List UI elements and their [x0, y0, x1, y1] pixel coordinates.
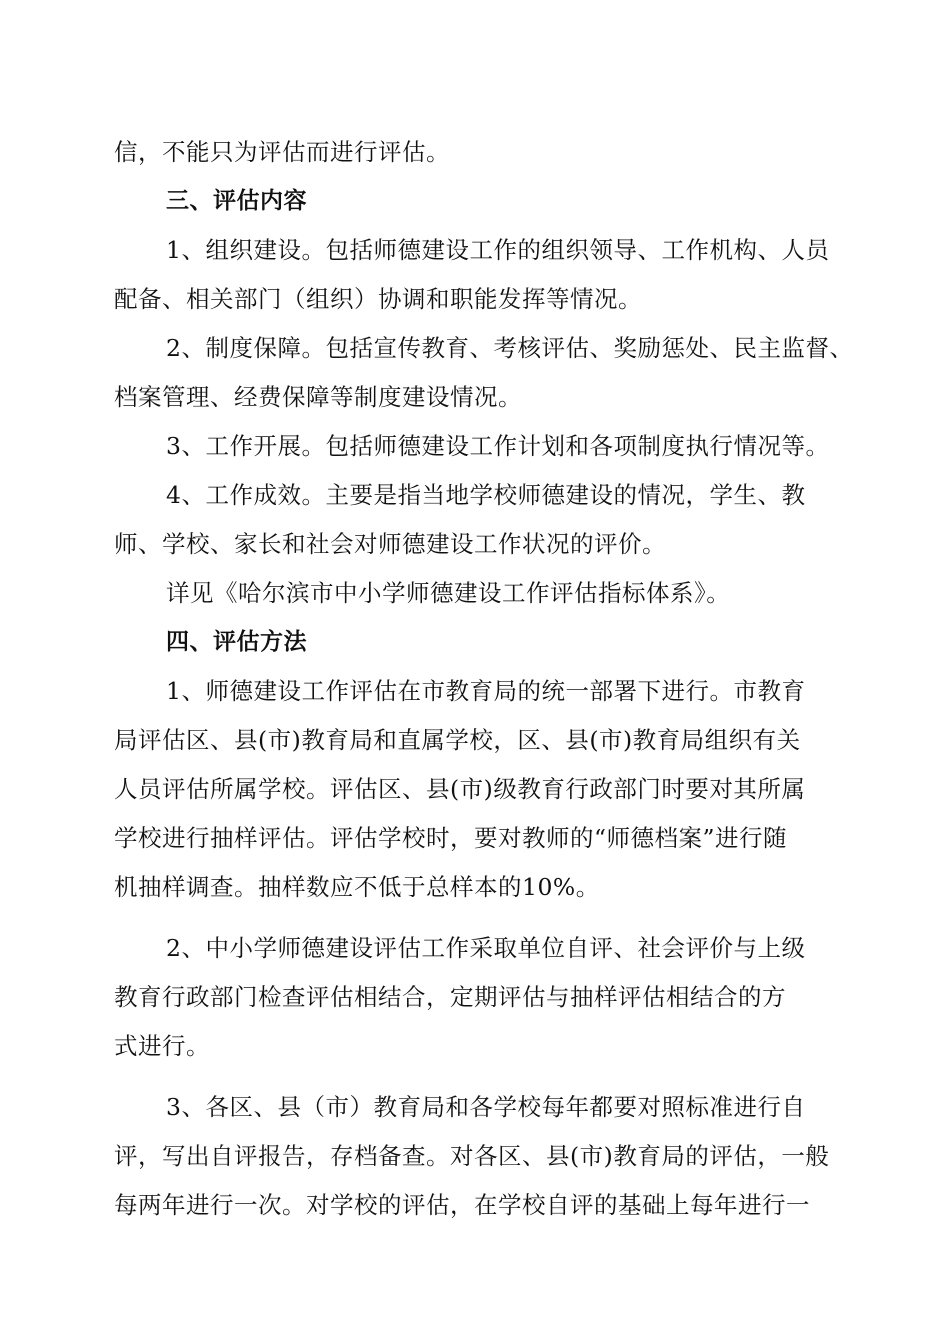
paragraph-line: 人员评估所属学校。评估区、县(市)级教育行政部门时要对其所属	[114, 775, 806, 803]
paragraph-line: 信，不能只为评估而进行评估。	[114, 138, 450, 166]
paragraph-line: 1、组织建设。包括师德建设工作的组织领导、工作机构、人员	[166, 236, 830, 264]
section-heading-evaluation-content: 三、评估内容	[166, 188, 307, 214]
paragraph-line: 3、各区、县（市）教育局和各学校每年都要对照标准进行自	[166, 1093, 806, 1121]
document-body	[114, 128, 854, 1230]
paragraph-line: 4、工作成效。主要是指当地学校师德建设的情况，学生、教	[166, 481, 806, 509]
paragraph-spacer	[114, 1071, 838, 1083]
paragraph-line: 局评估区、县(市)教育局和直属学校，区、县(市)教育局组织有关	[114, 726, 801, 754]
paragraph-line: 详见《哈尔滨市中小学师德建设工作评估指标体系》。	[166, 579, 731, 607]
paragraph-line: 2、中小学师德建设评估工作采取单位自评、社会评价与上级	[166, 934, 806, 962]
paragraph-line: 式进行。	[114, 1032, 210, 1060]
paragraph-line: 教育行政部门检查评估相结合，定期评估与抽样评估相结合的方	[114, 983, 786, 1011]
paragraph-spacer	[114, 912, 838, 924]
paragraph-line: 档案管理、经费保障等制度建设情况。	[114, 383, 522, 411]
paragraph-line: 每两年进行一次。对学校的评估，在学校自评的基础上每年进行一	[114, 1191, 810, 1219]
paragraph-line: 机抽样调查。抽样数应不低于总样本的10%。	[114, 873, 600, 901]
paragraph-line: 2、制度保障。包括宣传教育、考核评估、奖励惩处、民主监督、	[166, 334, 854, 362]
paragraph-line: 学校进行抽样评估。评估学校时，要对教师的“师德档案”进行随	[114, 824, 788, 852]
paragraph-line: 配备、相关部门（组织）协调和职能发挥等情况。	[114, 285, 642, 313]
paragraph-line: 3、工作开展。包括师德建设工作计划和各项制度执行情况等。	[166, 432, 830, 460]
paragraph-line: 评，写出自评报告，存档备查。对各区、县(市)教育局的评估，一般	[114, 1142, 830, 1170]
paragraph-line: 师、学校、家长和社会对师德建设工作状况的评价。	[114, 530, 666, 558]
paragraph-line: 1、师德建设工作评估在市教育局的统一部署下进行。市教育	[166, 677, 806, 705]
section-heading-evaluation-method: 四、评估方法	[166, 629, 307, 655]
